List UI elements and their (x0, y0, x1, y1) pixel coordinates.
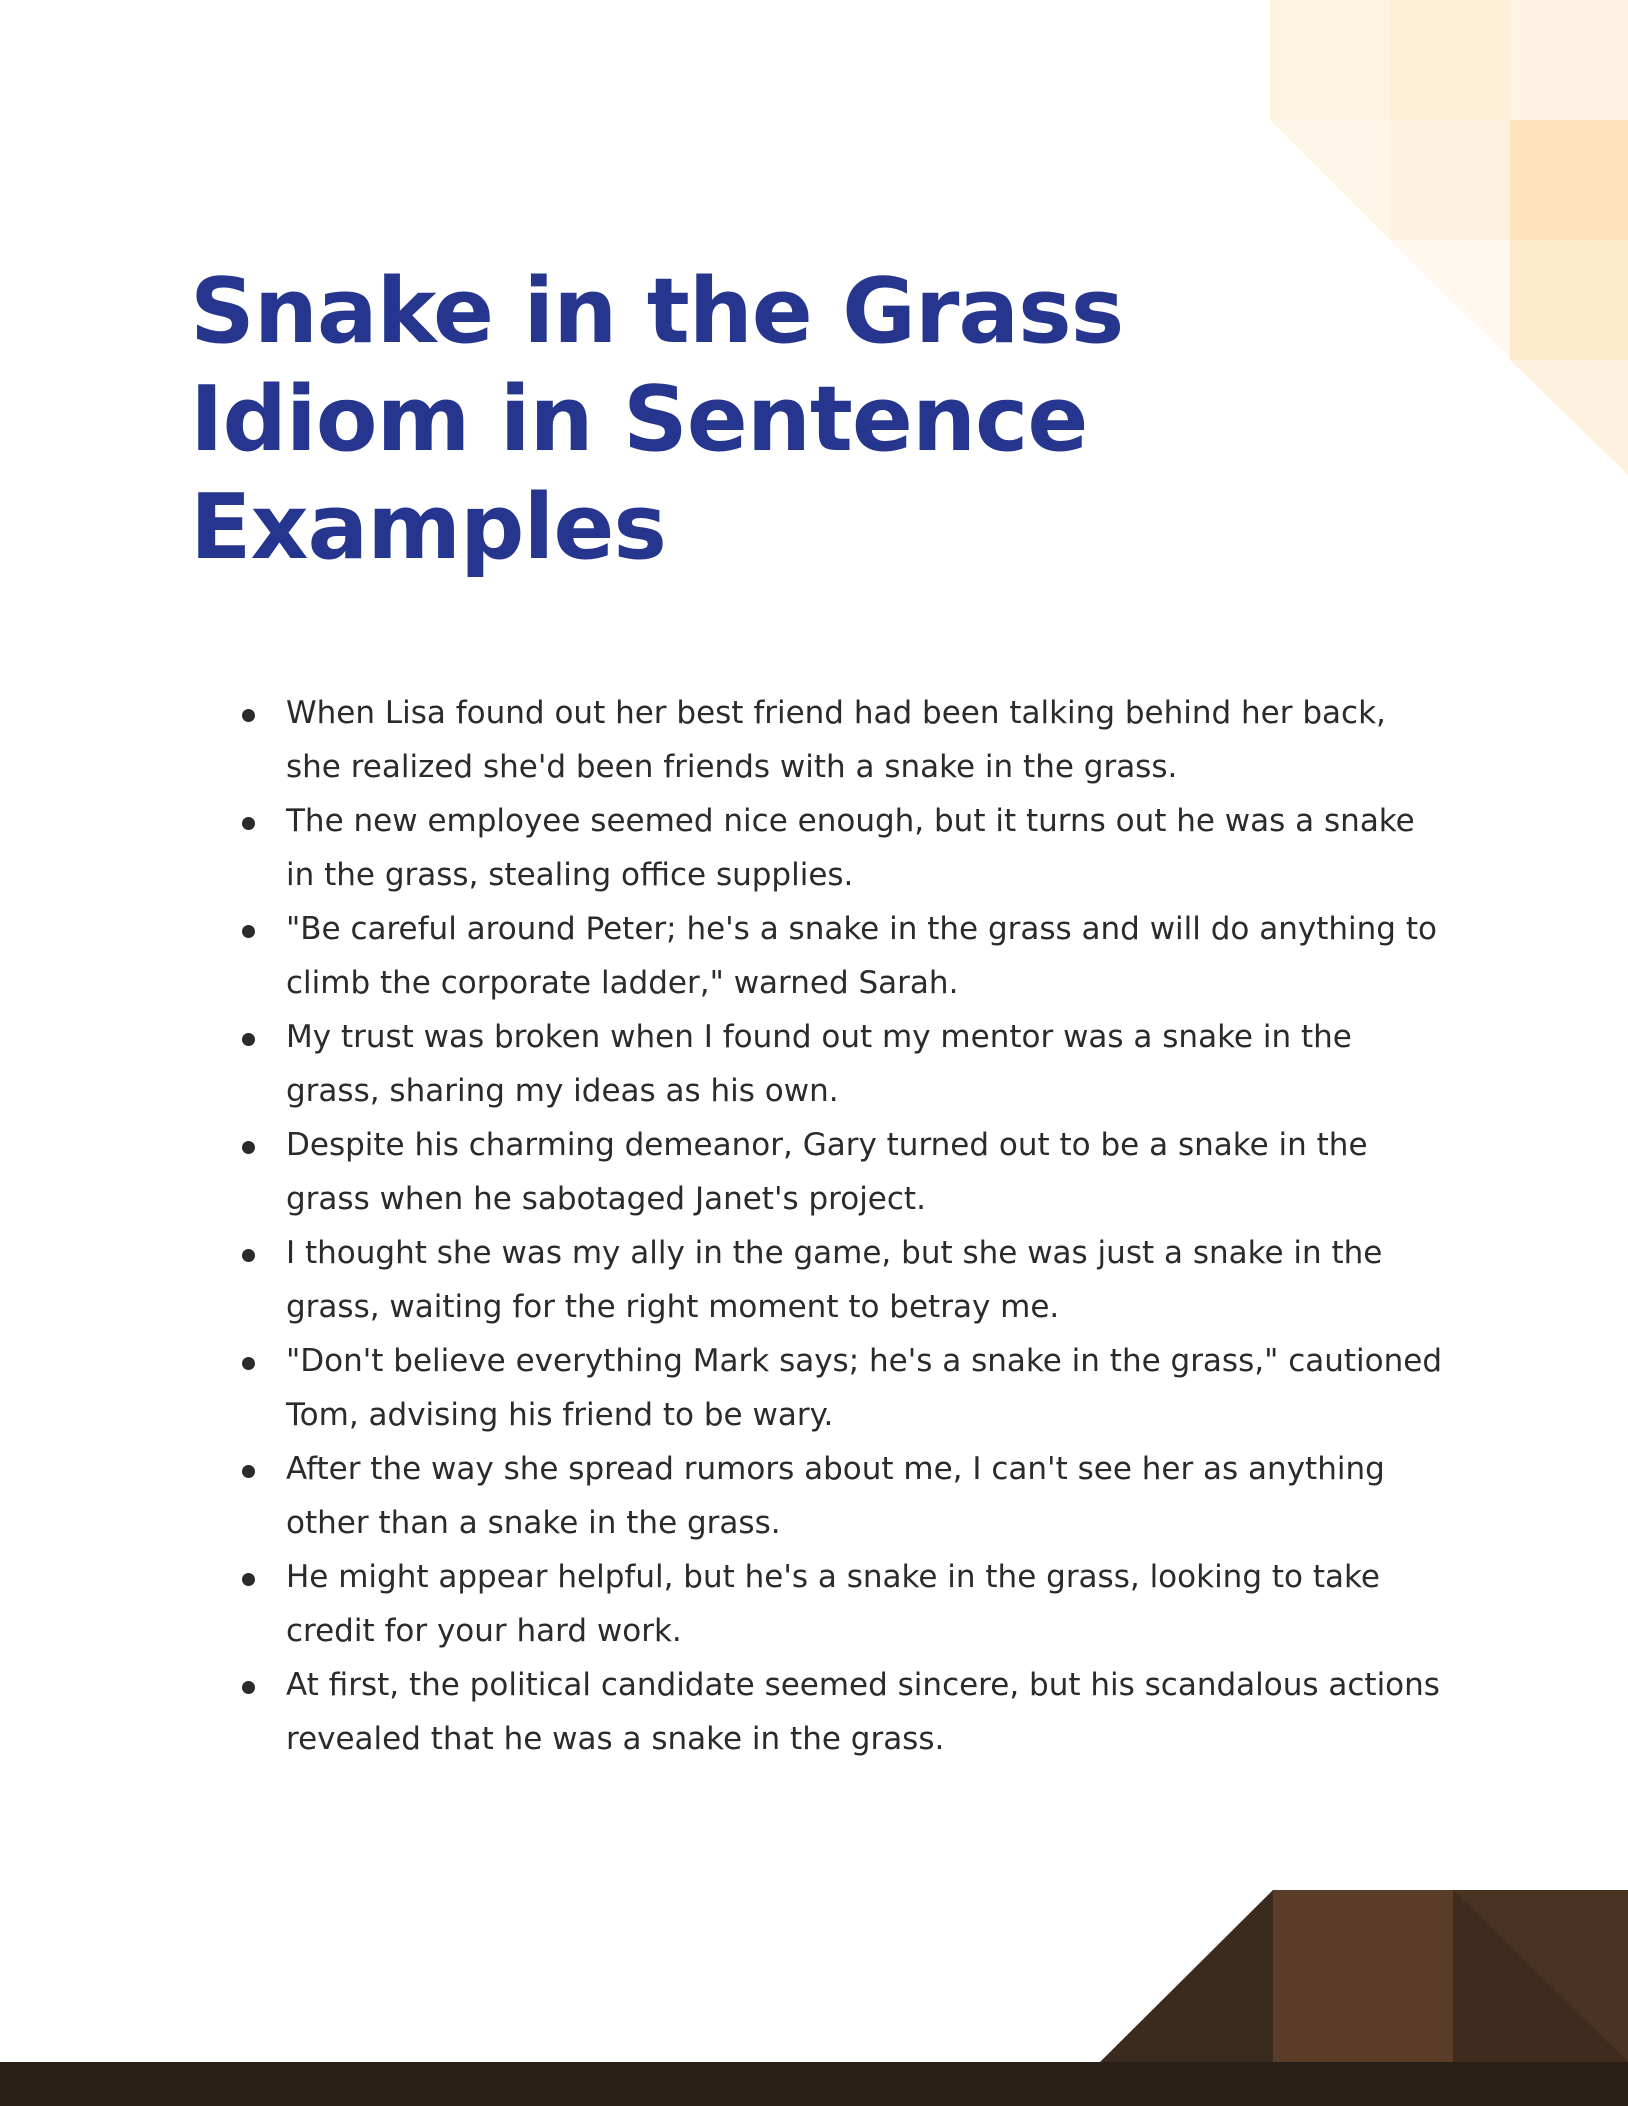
bullet-icon (242, 1681, 255, 1694)
bullet-icon (242, 709, 255, 722)
bullet-icon (242, 1141, 255, 1154)
bottom-right-corner-pattern (1100, 1890, 1628, 2062)
examples-list (286, 686, 1446, 1766)
bullet-icon (242, 925, 255, 938)
list-item (286, 794, 1446, 902)
bullet-icon (242, 1573, 255, 1586)
list-item-text: "Don't believe everything Mark says; he's a snake in the grass," cautioned Tom, advising his friend to be wary. (286, 1343, 1443, 1433)
bullet-icon (242, 817, 255, 830)
list-item (286, 686, 1446, 794)
list-item (286, 1550, 1446, 1658)
list-item-text: "Be careful around Peter; he's a snake in the grass and will do anything to climb the corporate ladder," warned Sarah. (286, 911, 1437, 1001)
footer-bar (0, 2062, 1628, 2106)
top-right-corner-pattern (1270, 0, 1628, 475)
list-item (286, 1334, 1446, 1442)
list-item-text: At first, the political candidate seemed sincere, but his scandalous actions revealed that he was a snake in the grass. (286, 1667, 1440, 1757)
bullet-icon (242, 1465, 255, 1478)
list-item-text: He might appear helpful, but he's a snake in the grass, looking to take credit for your hard work. (286, 1559, 1380, 1649)
list-item (286, 1658, 1446, 1766)
list-item-text: My trust was broken when I found out my mentor was a snake in the grass, sharing my ideas as his own. (286, 1019, 1352, 1109)
list-item (286, 1442, 1446, 1550)
list-item (286, 1118, 1446, 1226)
bullet-icon (242, 1249, 255, 1262)
list-item (286, 1010, 1446, 1118)
list-item (286, 1226, 1446, 1334)
list-item-text: Despite his charming demeanor, Gary turned out to be a snake in the grass when he sabotaged Janet's project. (286, 1127, 1368, 1217)
page-title: Snake in the Grass Idiom in Sentence Examples (190, 259, 1124, 580)
list-item-text: The new employee seemed nice enough, but it turns out he was a snake in the grass, stealing office supplies. (286, 803, 1415, 893)
bullet-icon (242, 1033, 255, 1046)
list-item-text: I thought she was my ally in the game, but she was just a snake in the grass, waiting for the right moment to betray me. (286, 1235, 1383, 1325)
list-item-text: When Lisa found out her best friend had been talking behind her back, she realized she'd been friends with a snake in the grass. (286, 695, 1386, 785)
bullet-icon (242, 1357, 255, 1370)
list-item-text: After the way she spread rumors about me, I can't see her as anything other than a snake in the grass. (286, 1451, 1385, 1541)
list-item (286, 902, 1446, 1010)
